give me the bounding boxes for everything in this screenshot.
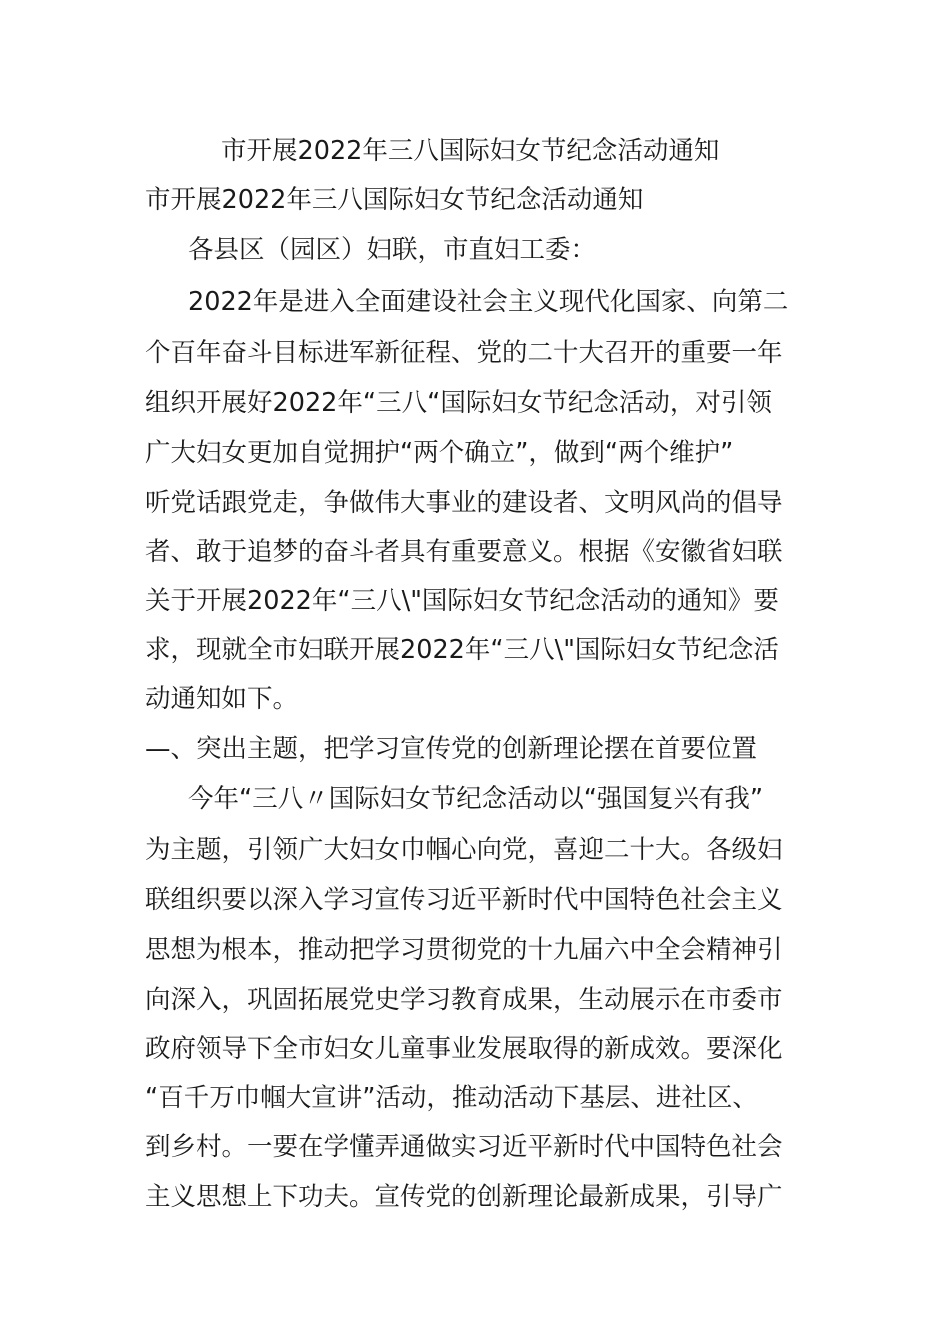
salutation: 各县区（园区）妇联，市直妇工委： [188, 235, 597, 265]
document-title: 市开展2022年三八国际妇女节纪念活动通知 [221, 136, 720, 166]
body-line: “百千万巾帼大宣讲”活动，推动活动下基层、进社区、 [145, 1083, 758, 1113]
body-line: 组织开展好2022年“三八“国际妇女节纪念活动，对引领 [145, 388, 772, 418]
body-line: 为主题，引领广大妇女巾帼心向党，喜迎二十大。各级妇 [145, 835, 783, 865]
body-line: 者、敢于追梦的奋斗者具有重要意义。根据《安徽省妇联 [145, 537, 783, 567]
body-line: 向深入，巩固拓展党史学习教育成果，生动展示在市委市 [145, 985, 783, 1015]
body-line: 到乡村。一要在学懂弄通做实习近平新时代中国特色社会 [145, 1132, 783, 1162]
body-line: 政府领导下全市妇女儿童事业发展取得的新成效。要深化 [145, 1034, 783, 1064]
body-line: 思想为根本，推动把学习贯彻党的十九届六中全会精神引 [145, 935, 783, 965]
body-line: 关于开展2022年“三八\"国际妇女节纪念活动的通知》要 [145, 586, 779, 616]
document-subtitle: 市开展2022年三八国际妇女节纪念活动通知 [145, 185, 644, 215]
body-line: 个百年奋斗目标进军新征程、党的二十大召开的重要一年 [145, 338, 783, 368]
body-line: 广大妇女更加自觉拥护“两个确立”，做到“两个维护” [145, 438, 734, 468]
body-line: 联组织要以深入学习宣传习近平新时代中国特色社会主义 [145, 885, 783, 915]
section-heading: —、突出主题，把学习宣传党的创新理论摆在首要位置 [145, 734, 758, 764]
body-line: 求，现就全市妇联开展2022年“三八\"国际妇女节纪念活 [145, 635, 779, 665]
body-line: 动通知如下。 [145, 684, 299, 714]
body-line: 主义思想上下功夫。宣传党的创新理论最新成果，引导广 [145, 1182, 783, 1212]
body-line: 听党话跟党走，争做伟大事业的建设者、文明风尚的倡导 [145, 488, 783, 518]
body-line: 2022年是进入全面建设社会主义现代化国家、向第二 [188, 287, 789, 317]
body-line: 今年“三八〃国际妇女节纪念活动以“强国复兴有我” [188, 784, 764, 814]
